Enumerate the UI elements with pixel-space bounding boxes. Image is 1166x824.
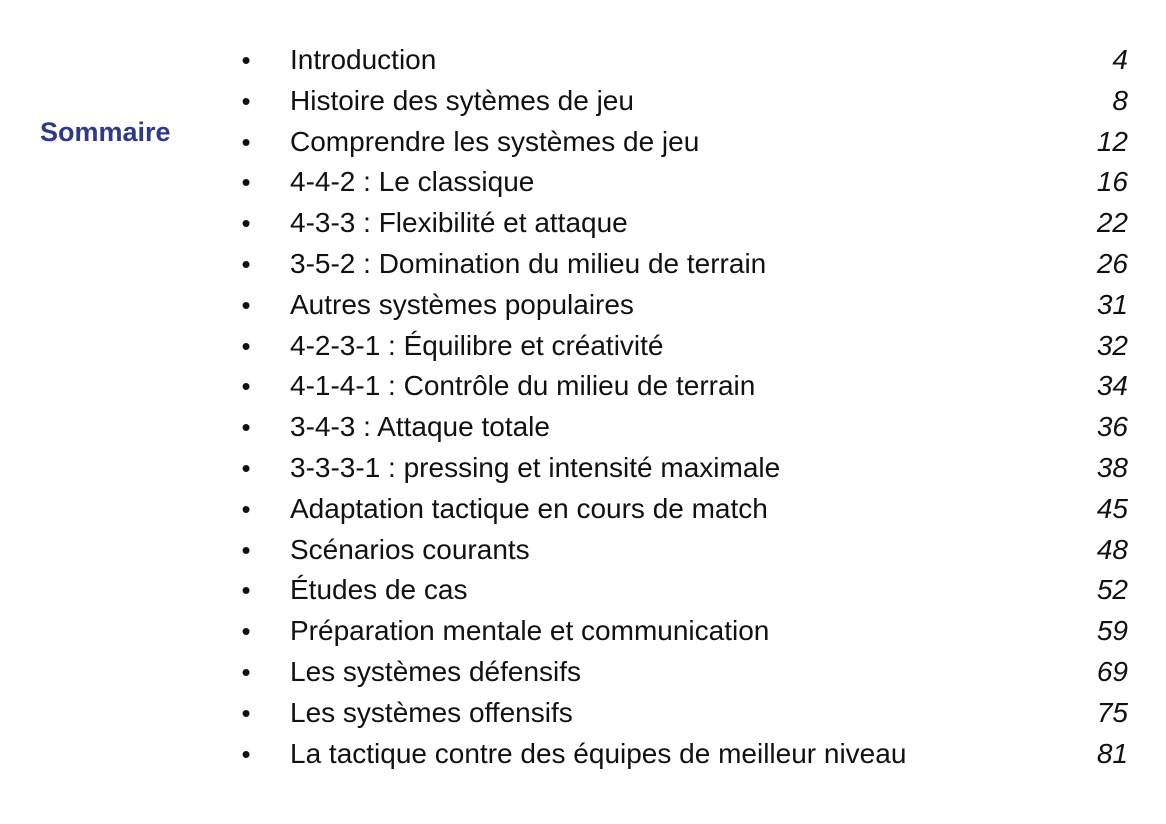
toc-entry-page-number: 34 xyxy=(1096,370,1128,402)
bullet-icon: • xyxy=(241,167,251,198)
toc-entry-title: 4-4-2 : Le classique xyxy=(290,166,535,198)
bullet-icon: • xyxy=(241,412,251,443)
toc-entry-title: 4-2-3-1 : Équilibre et créativité xyxy=(290,329,664,361)
bullet-icon: • xyxy=(241,697,251,728)
toc-entry[interactable] xyxy=(236,570,1136,611)
toc-entry[interactable] xyxy=(236,693,1136,734)
toc-entry-title: La tactique contre des équipes de meilleur niveau xyxy=(290,737,907,769)
toc-entry[interactable] xyxy=(236,611,1136,652)
toc-entry-title: 3-4-3 : Attaque totale xyxy=(290,411,550,443)
bullet-icon: • xyxy=(241,575,251,606)
toc-entry-page-number: 45 xyxy=(1096,492,1128,524)
toc-entry-title: Scénarios courants xyxy=(290,533,530,565)
bullet-icon: • xyxy=(241,330,251,361)
toc-entry-page-number: 48 xyxy=(1096,533,1128,565)
toc-entry-page-number: 52 xyxy=(1096,574,1128,606)
toc-entry-page-number: 36 xyxy=(1096,411,1128,443)
bullet-icon: • xyxy=(241,493,251,524)
toc-entry[interactable] xyxy=(236,81,1136,122)
toc-entry-title: Les systèmes offensifs xyxy=(290,696,573,728)
toc-entry-page-number: 32 xyxy=(1096,329,1128,361)
toc-entry-page-number: 69 xyxy=(1096,655,1128,687)
bullet-icon: • xyxy=(241,738,251,769)
toc-entry-page-number: 59 xyxy=(1096,615,1128,647)
toc-entry-title: 4-3-3 : Flexibilité et attaque xyxy=(290,207,628,239)
toc-entry-page-number: 8 xyxy=(1112,84,1128,116)
toc-entry[interactable] xyxy=(236,203,1136,244)
toc-entry-title: Les systèmes défensifs xyxy=(290,655,582,687)
toc-entry-title: 3-5-2 : Domination du milieu de terrain xyxy=(290,247,767,279)
toc-entry-title: Préparation mentale et communication xyxy=(290,615,770,647)
toc-list xyxy=(236,40,1136,774)
bullet-icon: • xyxy=(241,656,251,687)
bullet-icon: • xyxy=(241,534,251,565)
toc-entry-title: Histoire des sytèmes de jeu xyxy=(290,84,634,116)
bullet-icon: • xyxy=(241,289,251,320)
toc-entry-page-number: 12 xyxy=(1096,125,1128,157)
toc-entry-title: Études de cas xyxy=(290,574,468,606)
toc-entry[interactable] xyxy=(236,326,1136,367)
toc-entry-page-number: 22 xyxy=(1096,207,1128,239)
toc-entry-page-number: 38 xyxy=(1096,451,1128,483)
bullet-icon: • xyxy=(241,208,251,239)
toc-entry[interactable] xyxy=(236,366,1136,407)
toc-entry-title: 4-1-4-1 : Contrôle du milieu de terrain xyxy=(290,370,756,402)
toc-entry-page-number: 75 xyxy=(1096,696,1128,728)
toc-entry[interactable] xyxy=(236,448,1136,489)
toc-entry[interactable] xyxy=(236,40,1136,81)
toc-entry-page-number: 4 xyxy=(1112,44,1128,75)
bullet-icon: • xyxy=(241,616,251,647)
bullet-icon: • xyxy=(241,126,251,157)
toc-entry[interactable] xyxy=(236,285,1136,326)
toc-entry-page-number: 81 xyxy=(1096,737,1128,769)
bullet-icon: • xyxy=(241,248,251,279)
toc-entry-title: Adaptation tactique en cours de match xyxy=(290,492,768,524)
toc-entry-title: Comprendre les systèmes de jeu xyxy=(290,125,700,157)
toc-entry[interactable] xyxy=(236,489,1136,530)
toc-entry[interactable] xyxy=(236,530,1136,571)
toc-entry-title: Autres systèmes populaires xyxy=(290,288,634,320)
toc-entry[interactable] xyxy=(236,122,1136,163)
toc-entry[interactable] xyxy=(236,162,1136,203)
toc-entry-page-number: 31 xyxy=(1096,288,1128,320)
toc-entry[interactable] xyxy=(236,734,1136,775)
bullet-icon: • xyxy=(241,45,251,75)
toc-entry[interactable] xyxy=(236,652,1136,693)
toc-heading: Sommaire xyxy=(40,117,171,147)
toc-entry[interactable] xyxy=(236,244,1136,285)
bullet-icon: • xyxy=(241,85,251,116)
toc-entry-page-number: 26 xyxy=(1096,247,1128,279)
toc-entry-page-number: 16 xyxy=(1096,166,1128,198)
toc-entry-title: Introduction xyxy=(290,44,437,75)
bullet-icon: • xyxy=(241,452,251,483)
toc-entry[interactable] xyxy=(236,407,1136,448)
toc-entry-title: 3-3-3-1 : pressing et intensité maximale xyxy=(290,451,781,483)
bullet-icon: • xyxy=(241,371,251,402)
